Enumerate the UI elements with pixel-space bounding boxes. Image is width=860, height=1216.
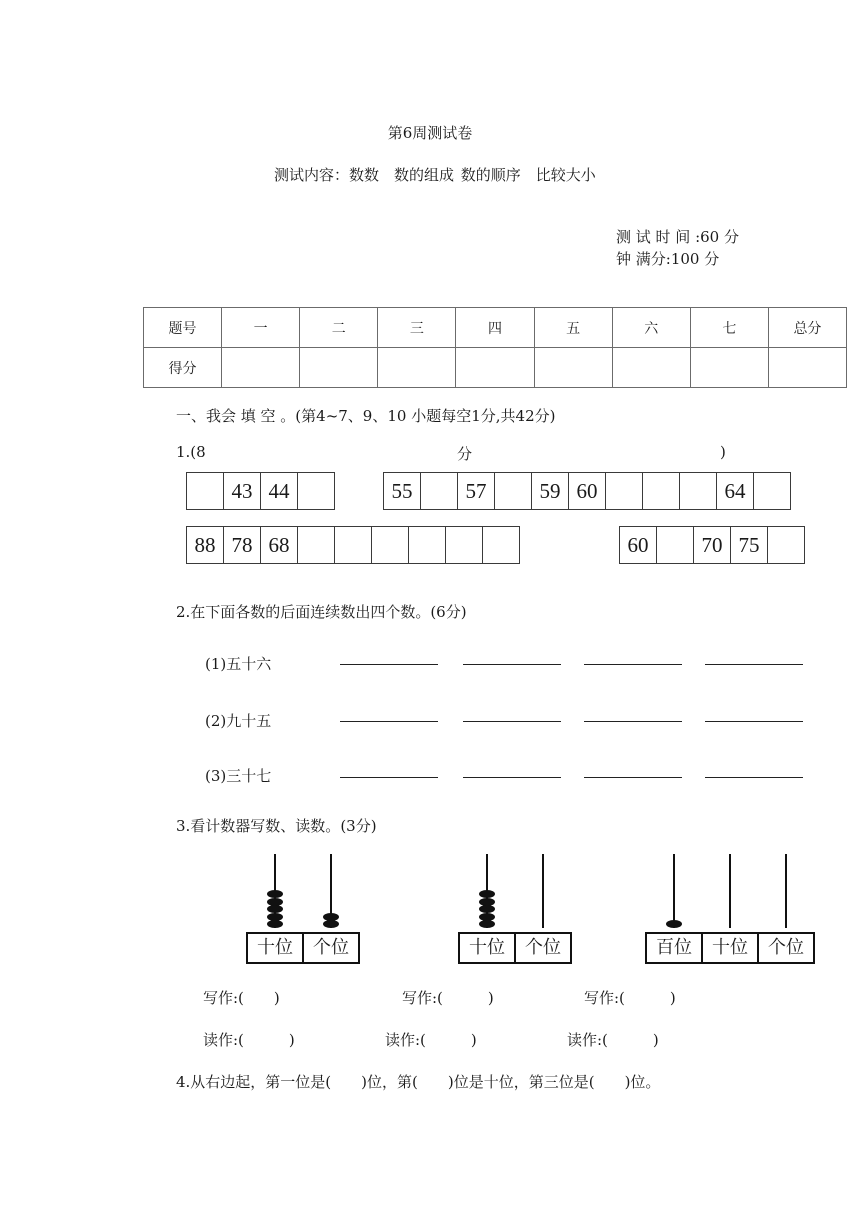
number-box: 68 — [261, 527, 298, 564]
place-label: 个位 — [302, 934, 358, 962]
abacus-bead — [267, 913, 283, 921]
answer-line[interactable] — [705, 721, 803, 722]
q2-item-3: (3)三十七 — [205, 767, 272, 785]
number-box: 59 — [532, 473, 569, 510]
q2-item-2: (2)九十五 — [205, 712, 272, 730]
table-cell — [612, 348, 690, 388]
place-label: 个位 — [514, 934, 570, 962]
place-label: 个位 — [757, 934, 813, 962]
abacus-1 — [246, 858, 360, 964]
abacus-bead — [479, 890, 495, 898]
number-box: 88 — [187, 527, 224, 564]
abacus-3 — [645, 858, 817, 964]
answer-line[interactable] — [584, 721, 682, 722]
abacus-bead — [479, 913, 495, 921]
answer-line[interactable] — [584, 664, 682, 665]
sequence-a — [186, 472, 335, 510]
table-cell: 三 — [378, 308, 456, 348]
number-box: 60 — [620, 527, 657, 564]
table-cell: 四 — [456, 308, 534, 348]
answer-line[interactable] — [463, 664, 561, 665]
abacus-bead — [267, 905, 283, 913]
answer-line[interactable] — [584, 777, 682, 778]
answer-line[interactable] — [340, 664, 438, 665]
abacus-rod — [729, 854, 731, 928]
blank-box[interactable] — [657, 527, 694, 564]
abacus-rod — [673, 854, 675, 928]
table-cell: 六 — [612, 308, 690, 348]
abacus-2 — [458, 858, 572, 964]
q1-suffix: ) — [720, 443, 726, 461]
q2-heading: 2.在下面各数的后面连续数出四个数。(6分) — [176, 603, 467, 621]
place-label: 十位 — [701, 934, 757, 962]
table-cell: 七 — [690, 308, 768, 348]
abacus-bead — [479, 920, 495, 928]
score-table — [143, 307, 847, 388]
time-info: 测 试 时 间 :60 分钟 满分:100 分 — [616, 228, 739, 268]
table-cell: 总分 — [768, 308, 846, 348]
page-title: 第6周测试卷 — [387, 124, 473, 142]
abacus-bead — [479, 905, 495, 913]
sequence-c — [186, 526, 520, 564]
abacus-rod — [785, 854, 787, 928]
q1-prefix: 1.(8 — [176, 443, 206, 461]
blank-box[interactable] — [768, 527, 805, 564]
blank-box[interactable] — [643, 473, 680, 510]
table-cell: 题号 — [144, 308, 222, 348]
blank-box[interactable] — [298, 527, 335, 564]
table-cell — [222, 348, 300, 388]
read-answer-2: 读作:( ) — [385, 1031, 477, 1049]
table-cell — [378, 348, 456, 388]
blank-box[interactable] — [298, 473, 335, 510]
place-label: 十位 — [257, 937, 293, 958]
answer-line[interactable] — [340, 721, 438, 722]
number-box: 78 — [224, 527, 261, 564]
abacus-bead — [267, 898, 283, 906]
answer-line[interactable] — [463, 721, 561, 722]
place-label: 百位 — [656, 937, 692, 958]
write-answer-1: 写作:( ) — [203, 989, 280, 1007]
abacus-bead — [267, 890, 283, 898]
answer-line[interactable] — [340, 777, 438, 778]
read-answer-1: 读作:( ) — [203, 1031, 295, 1049]
blank-box[interactable] — [446, 527, 483, 564]
table-cell — [456, 348, 534, 388]
abacus-bead — [479, 898, 495, 906]
blank-box[interactable] — [606, 473, 643, 510]
read-answer-3: 读作:( ) — [567, 1031, 659, 1049]
abacus-rod — [542, 854, 544, 928]
number-box: 75 — [731, 527, 768, 564]
abacus-bead — [267, 920, 283, 928]
blank-box[interactable] — [483, 527, 520, 564]
place-label: 十位 — [469, 937, 505, 958]
number-box: 57 — [458, 473, 495, 510]
abacus-bead — [323, 920, 339, 928]
table-cell: 得分 — [144, 348, 222, 388]
blank-box[interactable] — [372, 527, 409, 564]
test-content: 测试内容：数数 数的组成 数的顺序 比较大小 — [274, 166, 596, 184]
blank-box[interactable] — [680, 473, 717, 510]
number-box: 55 — [384, 473, 421, 510]
answer-line[interactable] — [705, 777, 803, 778]
blank-box[interactable] — [187, 473, 224, 510]
table-cell: 一 — [222, 308, 300, 348]
table-cell — [534, 348, 612, 388]
table-cell: 二 — [300, 308, 378, 348]
answer-line[interactable] — [705, 664, 803, 665]
blank-box[interactable] — [409, 527, 446, 564]
answer-line[interactable] — [463, 777, 561, 778]
table-row — [144, 348, 847, 388]
q4-text: 4.从右边起，第一位是( )位，第( )位是十位，第三位是( )位。 — [176, 1073, 661, 1091]
abacus-bead — [666, 920, 682, 928]
number-box: 44 — [261, 473, 298, 510]
number-box: 70 — [694, 527, 731, 564]
q2-item-1: (1)五十六 — [205, 655, 272, 673]
blank-box[interactable] — [335, 527, 372, 564]
blank-box[interactable] — [754, 473, 791, 510]
table-row — [144, 308, 847, 348]
q1-mid: 分 — [457, 445, 473, 463]
write-answer-3: 写作:( ) — [584, 989, 676, 1007]
sequence-d — [619, 526, 805, 564]
write-answer-2: 写作:( ) — [402, 989, 494, 1007]
table-cell — [300, 348, 378, 388]
q3-heading: 3.看计数器写数、读数。(3分) — [176, 817, 377, 835]
abacus-bead — [323, 913, 339, 921]
blank-box[interactable] — [495, 473, 532, 510]
number-box: 64 — [717, 473, 754, 510]
sequence-b — [383, 472, 791, 510]
number-box: 43 — [224, 473, 261, 510]
table-cell — [768, 348, 846, 388]
blank-box[interactable] — [421, 473, 458, 510]
table-cell: 五 — [534, 308, 612, 348]
number-box: 60 — [569, 473, 606, 510]
table-cell — [690, 348, 768, 388]
section1-heading: 一、我会 填 空 。(第4~7、9、10 小题每空1分,共42分) — [176, 407, 556, 425]
